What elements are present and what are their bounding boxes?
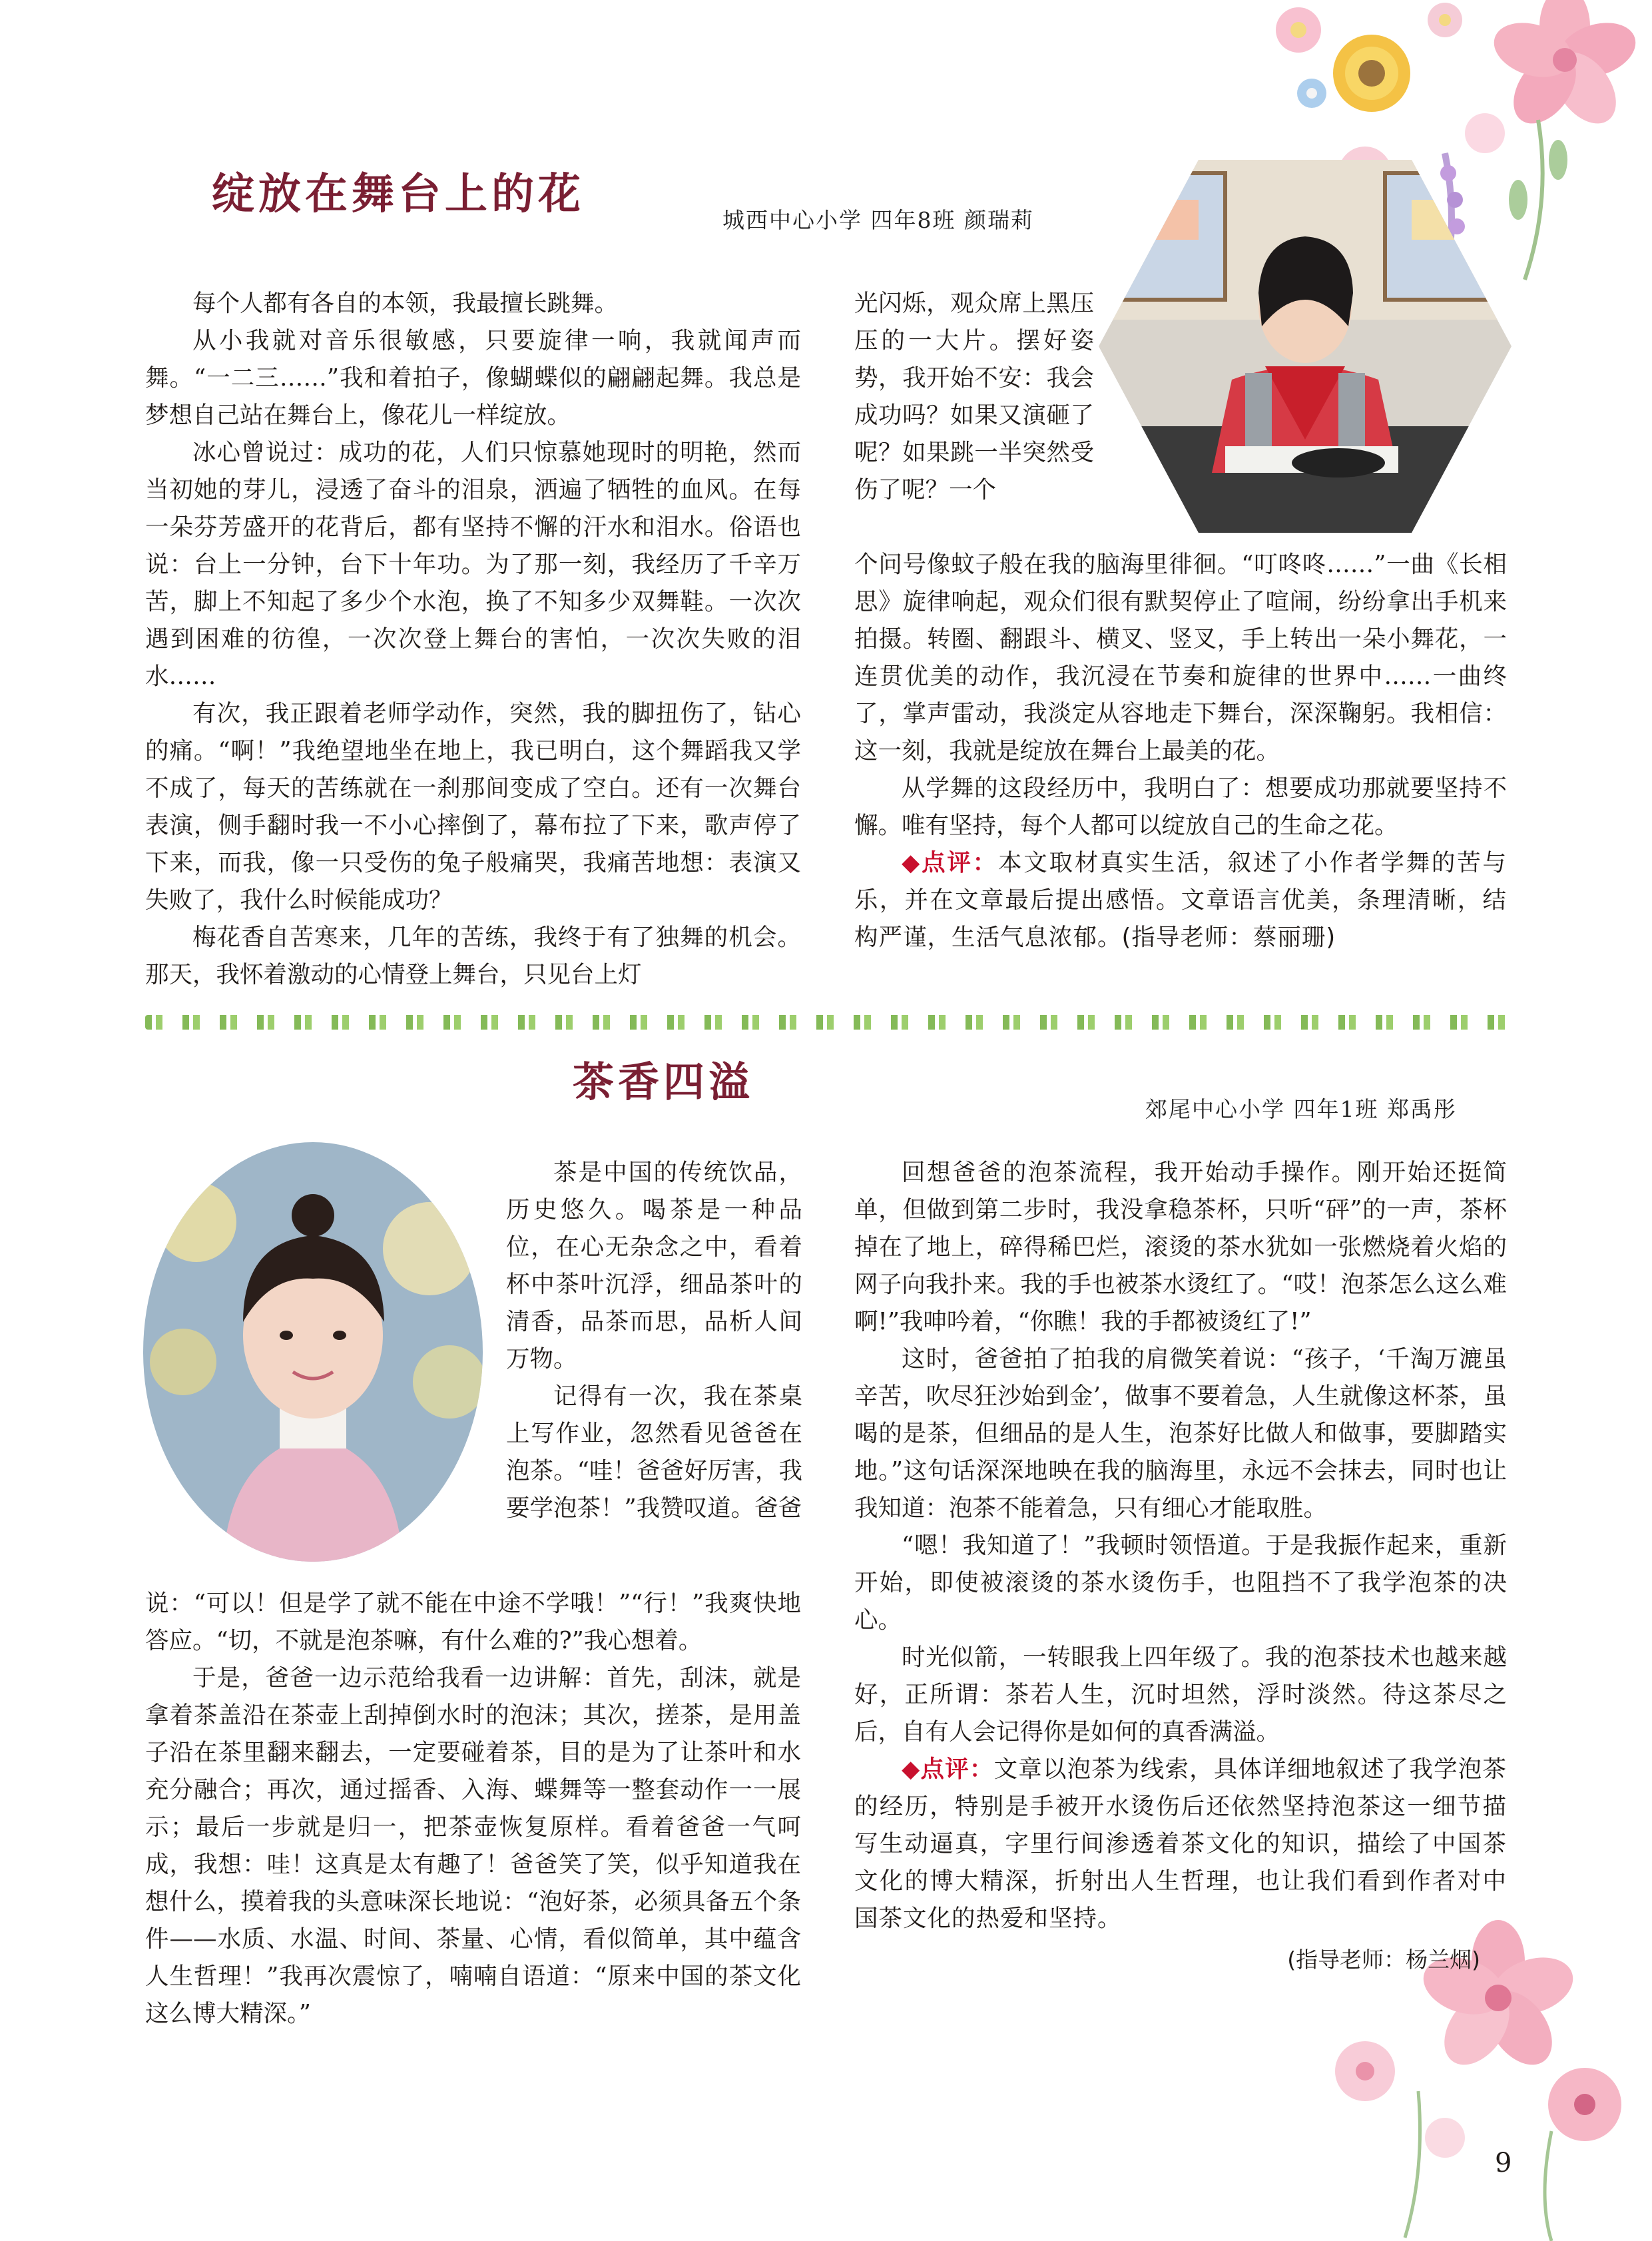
article2-byline: 郊尾中心小学 四年1班 郑禹彤: [1145, 1096, 1457, 1122]
article2-comment-text: 文章以泡茶为线索，具体详细地叙述了我学泡茶的经历，特别是手被开水烫伤后还依然坚持泡茶这一细节描写生动逼真，字里行间渗透着茶文化的知识，描绘了中国茶文化的博大精深，折射出人生哲理，也让我们看到作者对中国茶文化的热爱和坚持。: [854, 1756, 1507, 1932]
article1-para-3: 冰心曾说过：成功的花，人们只惊慕她现时的明艳，然而当初她的芽儿，浸透了奋斗的泪泉，洒遍了牺牲的血风。在每一朵芬芳盛开的花背后，都有坚持不懈的汗水和泪水。俗语也说：台上一分钟，台下十年功。为了那一刻，我经历了千辛万苦，脚上不知起了多少个水泡，换了不知多少双舞鞋。一次次遇到困难的彷徨，一次次登上舞台的害怕，一次次失败的泪水……: [145, 439, 801, 690]
article2-credit: (指导老师：杨兰烟): [1287, 1947, 1480, 1973]
article2-left-column: [145, 1585, 801, 2033]
article1-para-4: 有次，我正跟着老师学动作，突然，我的脚扭伤了，钻心的痛。“啊！”我绝望地坐在地上，我已明白，这个舞蹈我又学不成了，每天的苦练就在一刹那间变成了空白。还有一次舞台表演，侧手翻时我一不小心摔倒了，幕布拉了下来，歌声停了下来，而我，像一只受伤的兔子般痛哭，我痛苦地想：表演又失败了，我什么时候能成功？: [145, 700, 801, 914]
article2-para-2: 记得有一次，我在茶桌上写作业，忽然看见爸爸在泡茶。“哇！爸爸好厉害，我要学泡茶！”我赞叹道。爸爸: [506, 1383, 802, 1522]
article1-right-top: [854, 285, 1094, 509]
article1-para-5: 梅花香自苦寒来，几年的苦练，我终于有了独舞的机会。那天，我怀着激动的心情登上舞台，只见台上灯: [145, 924, 801, 988]
article1-para-7: 从学舞的这段经历中，我明白了：想要成功那就要坚持不懈。唯有坚持，每个人都可以绽放自己的生命之花。: [854, 775, 1507, 839]
article1-photo: [1099, 160, 1512, 533]
article2-para-5: 回想爸爸的泡茶流程，我开始动手操作。刚开始还挺简单，但做到第二步时，我没拿稳茶杯，只听“砰”的一声，茶杯掉在了地上，碎得稀巴烂，滚烫的茶水犹如一张燃烧着火焰的网子向我扑来。我的手也被茶水烫红了。“哎！泡茶怎么这么难啊!”我呻吟着，“你瞧！我的手都被烫红了!”: [854, 1159, 1507, 1335]
article2-comment: [854, 1751, 1507, 1937]
article1-para-1: 每个人都有各自的本领，我最擅长跳舞。: [192, 290, 619, 317]
article1-para-6: 个问号像蚊子般在我的脑海里徘徊。“叮咚咚……”一曲《长相思》旋律响起，观众们很有默契停止了喧闹，纷纷拿出手机来拍摄。转圈、翻跟斗、横叉、竖叉，手上转出一朵小舞花，一连贯优美的动作，我沉浸在节奏和旋律的世界中……一曲终了，掌声雷动，我淡定从容地走下舞台，深深鞠躬。我相信：这一刻，我就是绽放在舞台上最美的花。: [854, 551, 1507, 765]
article2-para-4: 于是，爸爸一边示范给我看一边讲解：首先，刮沫，就是拿着茶盖沿在茶壶上刮掉倒水时的泡沫；其次，搓茶，是用盖子沿在茶里翻来翻去，一定要碰着茶，目的是为了让茶叶和水充分融合；再次，通过摇香、入海、蝶舞等一整套动作一一展示；最后一步就是归一，把茶壶恢复原样。看着爸爸一气呵成，我想：哇！这真是太有趣了！爸爸笑了笑，似乎知道我在想什么，摸着我的头意味深长地说：“泡好茶，必须具备五个条件——水质、水温、时间、茶量、心情，看似简单，其中蕴含人生哲理！”我再次震惊了，喃喃自语道：“原来中国的茶文化这么博大精深。”: [145, 1664, 801, 2027]
article2-para-8: 时光似箭，一转眼我上四年级了。我的泡茶技术也越来越好，正所谓：茶若人生，沉时坦然，浮时淡然。待这茶尽之后，自有人会记得你是如何的真香满溢。: [854, 1644, 1507, 1746]
article1-comment-label: ◆点评：: [902, 849, 998, 876]
article1-para-2: 从小我就对音乐很敏感，只要旋律一响，我就闻声而舞。“一二三……”我和着拍子，像蝴蝶似的翩翩起舞。我总是梦想自己站在舞台上，像花儿一样绽放。: [145, 327, 801, 429]
article2-para-6: 这时，爸爸拍了拍我的肩微笑着说：“孩子，‘千淘万漉虽辛苦，吹尽狂沙始到金’，做事不要着急，人生就像这杯茶，虽喝的是茶，但细品的是人生，泡茶好比做人和做事，要脚踏实地。”这句话深深地映在我的脑海里，永远不会抹去，同时也让我知道：泡茶不能着急，只有细心才能取胜。: [854, 1345, 1507, 1522]
article2-para-1: 茶是中国的传统饮品，历史悠久。喝茶是一种品位，在心无杂念之中，看着杯中茶叶沉浮，细品茶叶的清香，品茶而思，品析人间万物。: [506, 1159, 802, 1373]
article1-left-column: [145, 285, 801, 994]
article2-title: 茶香四溢: [573, 1058, 754, 1106]
article2-left-wrap: [506, 1154, 802, 1527]
article2-para-3: 说：“可以！但是学了就不能在中途不学哦！”“行！”我爽快地答应。“切，不就是泡茶嘛，有什么难的?”我心想着。: [145, 1590, 801, 1654]
leaf-divider: [145, 1015, 1517, 1030]
article1-comment-text: 本文取材真实生活，叙述了小作者学舞的苦与乐，并在文章最后提出感悟。文章语言优美，条理清晰，结构严谨，生活气息浓郁。(指导老师：蔡丽珊): [854, 849, 1507, 951]
article1-byline: 城西中心小学 四年8班 颜瑞莉: [722, 207, 1034, 233]
article1-title: 绽放在舞台上的花: [212, 170, 585, 219]
article1-right-column: [854, 546, 1507, 956]
article1-comment: [854, 844, 1507, 956]
page-number: 9: [1495, 2148, 1512, 2178]
article2-comment-label: ◆点评：: [902, 1756, 994, 1783]
article2-photo: [143, 1142, 483, 1562]
article1-right-top-text: 光闪烁，观众席上黑压压的一大片。摆好姿势，我开始不安：我会成功吗？如果又演砸了呢？如果跳一半突然受伤了呢？一个: [854, 290, 1094, 503]
article2-para-7: “嗯！我知道了！”我顿时领悟道。于是我振作起来，重新开始，即使被滚烫的茶水烫伤手，也阻挡不了我学泡茶的决心。: [854, 1532, 1507, 1634]
article2-right-column: [854, 1154, 1507, 1974]
